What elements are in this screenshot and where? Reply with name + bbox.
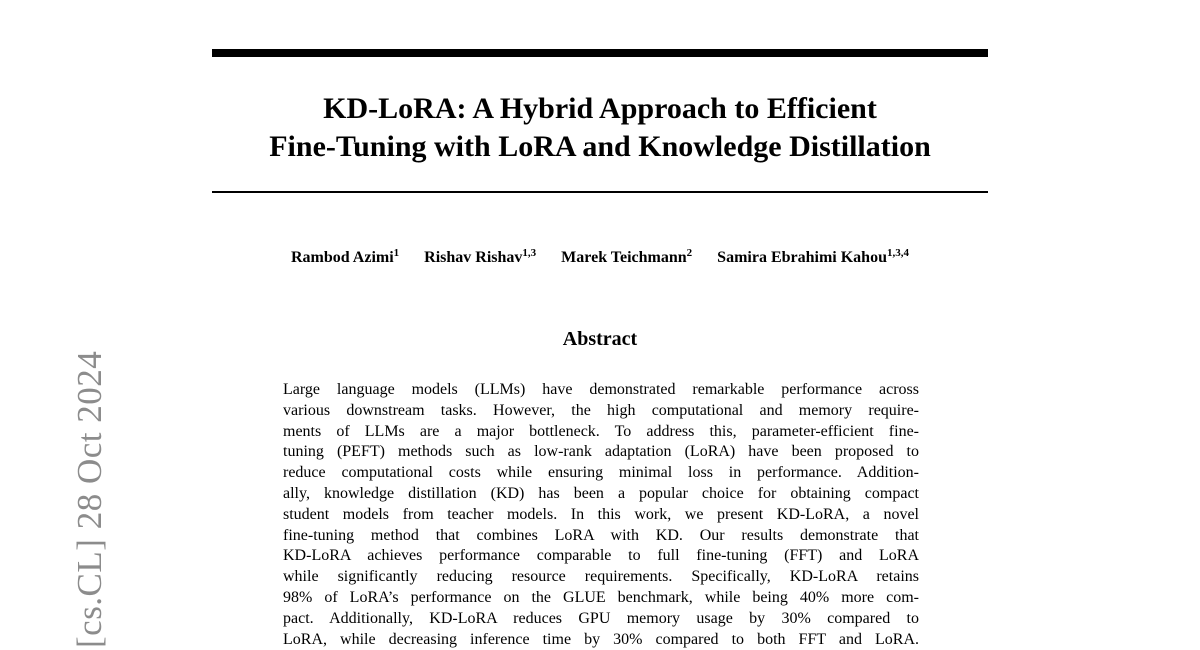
- author: [424, 248, 536, 268]
- arxiv-stamp: [27, 318, 109, 648]
- abstract-line: pact. Additionally, KD-LoRA reduces GPU memory usage by 30% compared to: [283, 609, 919, 627]
- title-line: Fine-Tuning with LoRA and Knowledge Distillation: [269, 130, 931, 163]
- abstract-line: student models from teacher models. In this work, we present KD-LoRA, a novel: [283, 505, 919, 523]
- abstract-line: ments of LLMs are a major bottleneck. To address this, parameter-efficient fine-: [283, 422, 919, 440]
- arxiv-stamp-text: [cs.CL] 28 Oct 2024: [70, 350, 109, 648]
- author: [717, 248, 909, 268]
- abstract-line: various downstream tasks. However, the high computational and memory require-: [283, 401, 919, 419]
- abstract-line: tuning (PEFT) methods such as low-rank adaptation (LoRA) have been proposed to: [283, 443, 919, 461]
- author-affiliation: 1,3,4: [886, 247, 909, 259]
- author-name: Rishav Rishav: [424, 249, 523, 266]
- title-bottom-rule: [212, 191, 988, 193]
- author-name: Samira Ebrahimi Kahou: [717, 249, 887, 266]
- author: [561, 248, 692, 268]
- title-line: KD-LoRA: A Hybrid Approach to Efficient: [323, 92, 877, 125]
- author-affiliation: 2: [686, 247, 693, 259]
- abstract-body: [283, 380, 919, 650]
- abstract-line: KD-LoRA achieves performance comparable to full fine-tuning (FFT) and LoRA: [283, 547, 919, 565]
- author-list: [212, 248, 988, 268]
- paper-title: [212, 90, 988, 166]
- abstract-line: reduce computational costs while ensuring minimal loss in performance. Addition-: [283, 464, 919, 482]
- abstract-line: while significantly reducing resource requirements. Specifically, KD-LoRA retains: [283, 568, 919, 586]
- author: [291, 248, 399, 268]
- author-affiliation: 1,3: [522, 247, 537, 259]
- abstract-line: ally, knowledge distillation (KD) has been a popular choice for obtaining compact: [283, 484, 919, 502]
- title-top-rule: [212, 49, 988, 57]
- abstract-line: Large language models (LLMs) have demonstrated remarkable performance across: [283, 381, 919, 398]
- abstract-line: 98% of LoRA’s performance on the GLUE benchmark, while being 40% more com-: [283, 588, 919, 606]
- abstract-heading: Abstract: [562, 328, 638, 350]
- author-name: Rambod Azimi: [291, 249, 394, 266]
- abstract-line: LoRA, while decreasing inference time by 30% compared to both FFT and LoRA.: [283, 630, 919, 648]
- author-affiliation: 1: [393, 247, 400, 259]
- abstract-line: fine-tuning method that combines LoRA with KD. Our results demonstrate that: [283, 526, 919, 544]
- author-name: Marek Teichmann: [561, 249, 687, 266]
